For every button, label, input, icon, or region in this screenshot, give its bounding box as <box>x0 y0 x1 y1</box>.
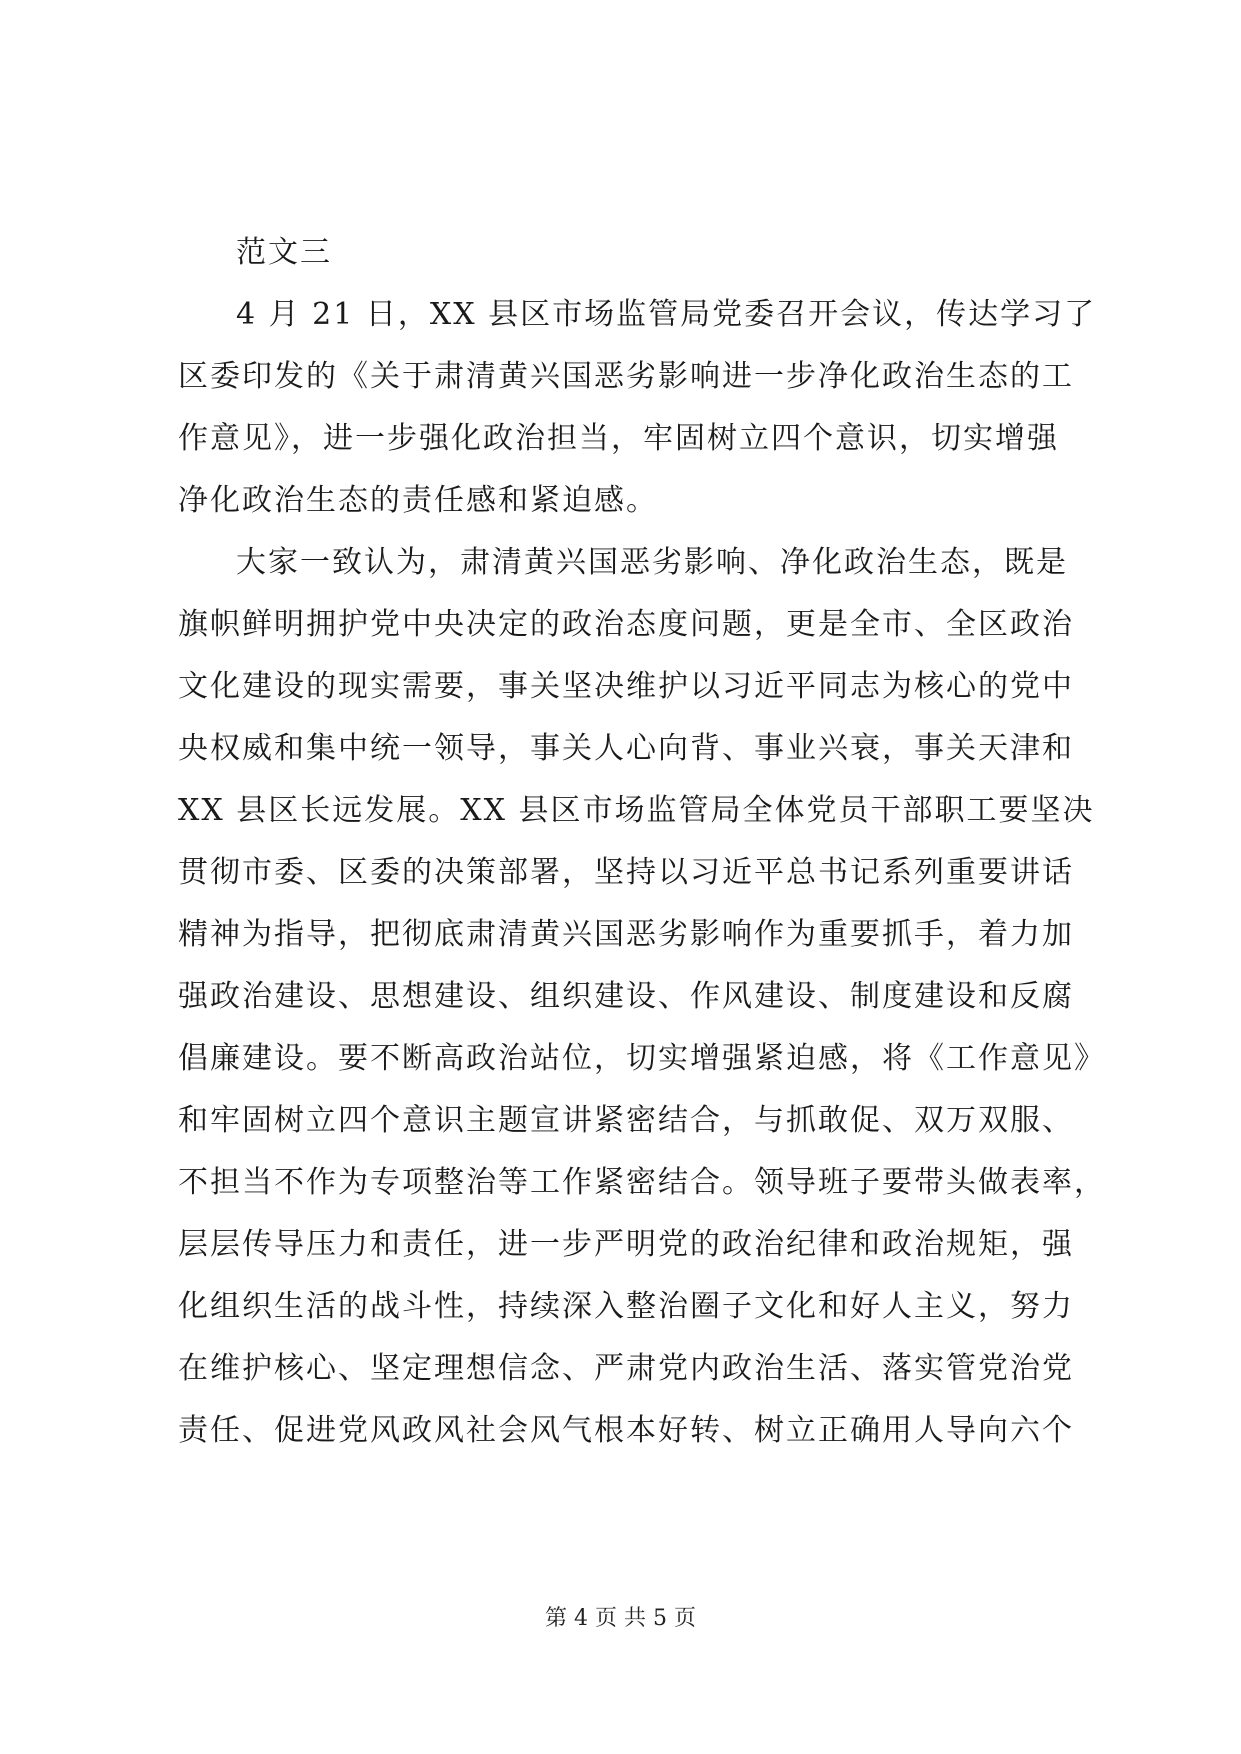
paragraph-line: 作意见》，进一步强化政治担当，牢固树立四个意识，切实增强 <box>178 421 1059 456</box>
paragraph-line: 倡廉建设。要不断高政治站位，切实增强紧迫感，将《工作意见》 <box>178 1041 1106 1076</box>
paragraph-line: 层层传导压力和责任，进一步严明党的政治纪律和政治规矩，强 <box>178 1227 1074 1262</box>
section-heading: 范文三 <box>236 235 332 270</box>
paragraph-line: 大家一致认为，肃清黄兴国恶劣影响、净化政治生态，既是 <box>236 545 1068 580</box>
paragraph-line: 贯彻市委、区委的决策部署，坚持以习近平总书记系列重要讲话 <box>178 855 1074 890</box>
paragraph-line: 化组织生活的战斗性，持续深入整治圈子文化和好人主义，努力 <box>178 1289 1074 1324</box>
paragraph-line: XX 县区长远发展。XX 县区市场监管局全体党员干部职工要坚决 <box>178 793 1095 828</box>
paragraph-line: 和牢固树立四个意识主题宣讲紧密结合，与抓敢促、双万双服、 <box>178 1103 1074 1138</box>
paragraph-line: 在维护核心、坚定理想信念、严肃党内政治生活、落实管党治党 <box>178 1351 1074 1386</box>
paragraph-line: 4 月 21 日，XX 县区市场监管局党委召开会议，传达学习了 <box>236 297 1097 332</box>
paragraph-line: 央权威和集中统一领导，事关人心向背、事业兴衰，事关天津和 <box>178 731 1074 766</box>
paragraph-line: 精神为指导，把彻底肃清黄兴国恶劣影响作为重要抓手，着力加 <box>178 917 1074 952</box>
paragraph-line: 净化政治生态的责任感和紧迫感。 <box>178 483 658 518</box>
paragraph-line: 不担当不作为专项整治等工作紧密结合。领导班子要带头做表率， <box>178 1165 1106 1200</box>
paragraph-2 <box>178 532 1106 1462</box>
paragraph-line: 强政治建设、思想建设、组织建设、作风建设、制度建设和反腐 <box>178 979 1074 1014</box>
paragraph-line: 区委印发的《关于肃清黄兴国恶劣影响进一步净化政治生态的工 <box>178 359 1074 394</box>
paragraph-line: 责任、促进党风政风社会风气根本好转、树立正确用人导向六个 <box>178 1413 1074 1448</box>
paragraph-line: 文化建设的现实需要，事关坚决维护以习近平同志为核心的党中 <box>178 669 1074 704</box>
paragraph-1 <box>178 284 1097 532</box>
paragraph-line: 旗帜鲜明拥护党中央决定的政治态度问题，更是全市、全区政治 <box>178 607 1074 642</box>
page-number-footer: 第 4 页 共 5 页 <box>545 1606 696 1631</box>
document-body <box>178 222 1106 1462</box>
